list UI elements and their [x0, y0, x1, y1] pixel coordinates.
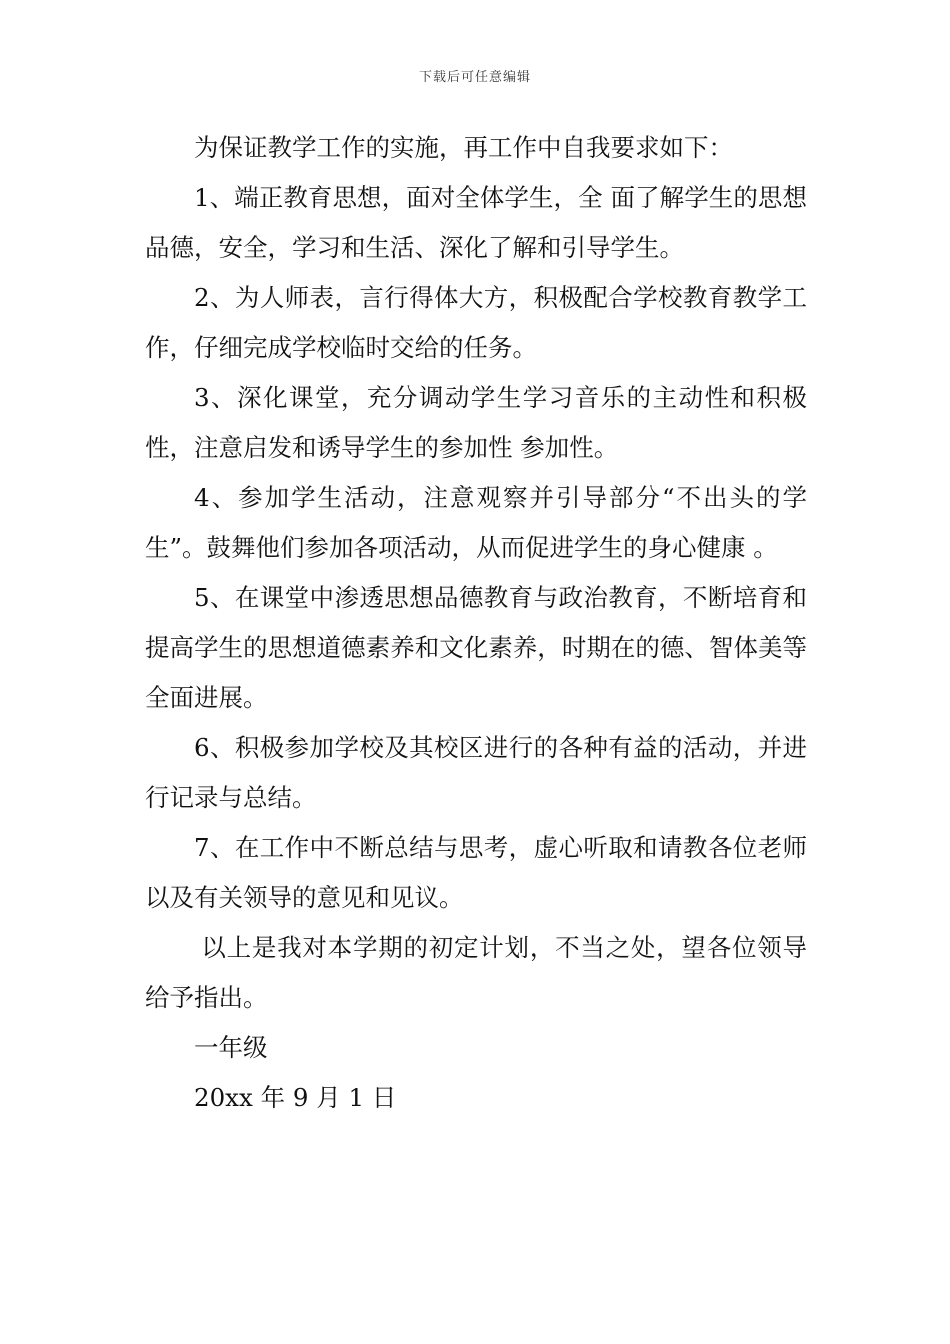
intro-paragraph: 为保证教学工作的实施，再工作中自我要求如下： — [194, 133, 733, 162]
document-body — [145, 123, 807, 1123]
list-item-6: 6、积极参加学校及其校区进行的各种有益的活动，并进行记录与总结。 — [145, 733, 807, 812]
list-item-4: 4、参加学生活动，注意观察并引导部分“不出头的学生”。鼓舞他们参加各项活动，从而促进学生的身心健康 。 — [145, 483, 807, 562]
document-date: 20xx 年 9 月 1 日 — [194, 1083, 397, 1112]
closing-paragraph: 以上是我对本学期的初定计划，不当之处，望各位领导给予指出。 — [145, 933, 807, 1012]
page-header-note: 下载后可任意编辑 — [418, 70, 531, 85]
list-item-7: 7、在工作中不断总结与思考，虚心听取和请教各位老师以及有关领导的意见和见议。 — [145, 833, 807, 912]
list-item-5: 5、在课堂中渗透思想品德教育与政治教育，不断培育和提高学生的思想道德素养和文化素养，时期在的德、智体美等全面进展。 — [145, 583, 807, 712]
signature-grade: 一年级 — [194, 1033, 268, 1062]
list-item-2: 2、为人师表，言行得体大方，积极配合学校教育教学工作，仔细完成学校临时交给的任务。 — [145, 283, 807, 362]
list-item-3: 3、深化课堂，充分调动学生学习音乐的主动性和积极性，注意启发和诱导学生的参加性 参加性。 — [145, 383, 807, 462]
list-item-1: 1、端正教育思想，面对全体学生，全 面了解学生的思想品德，安全，学习和生活、深化了解和引导学生。 — [145, 183, 807, 262]
